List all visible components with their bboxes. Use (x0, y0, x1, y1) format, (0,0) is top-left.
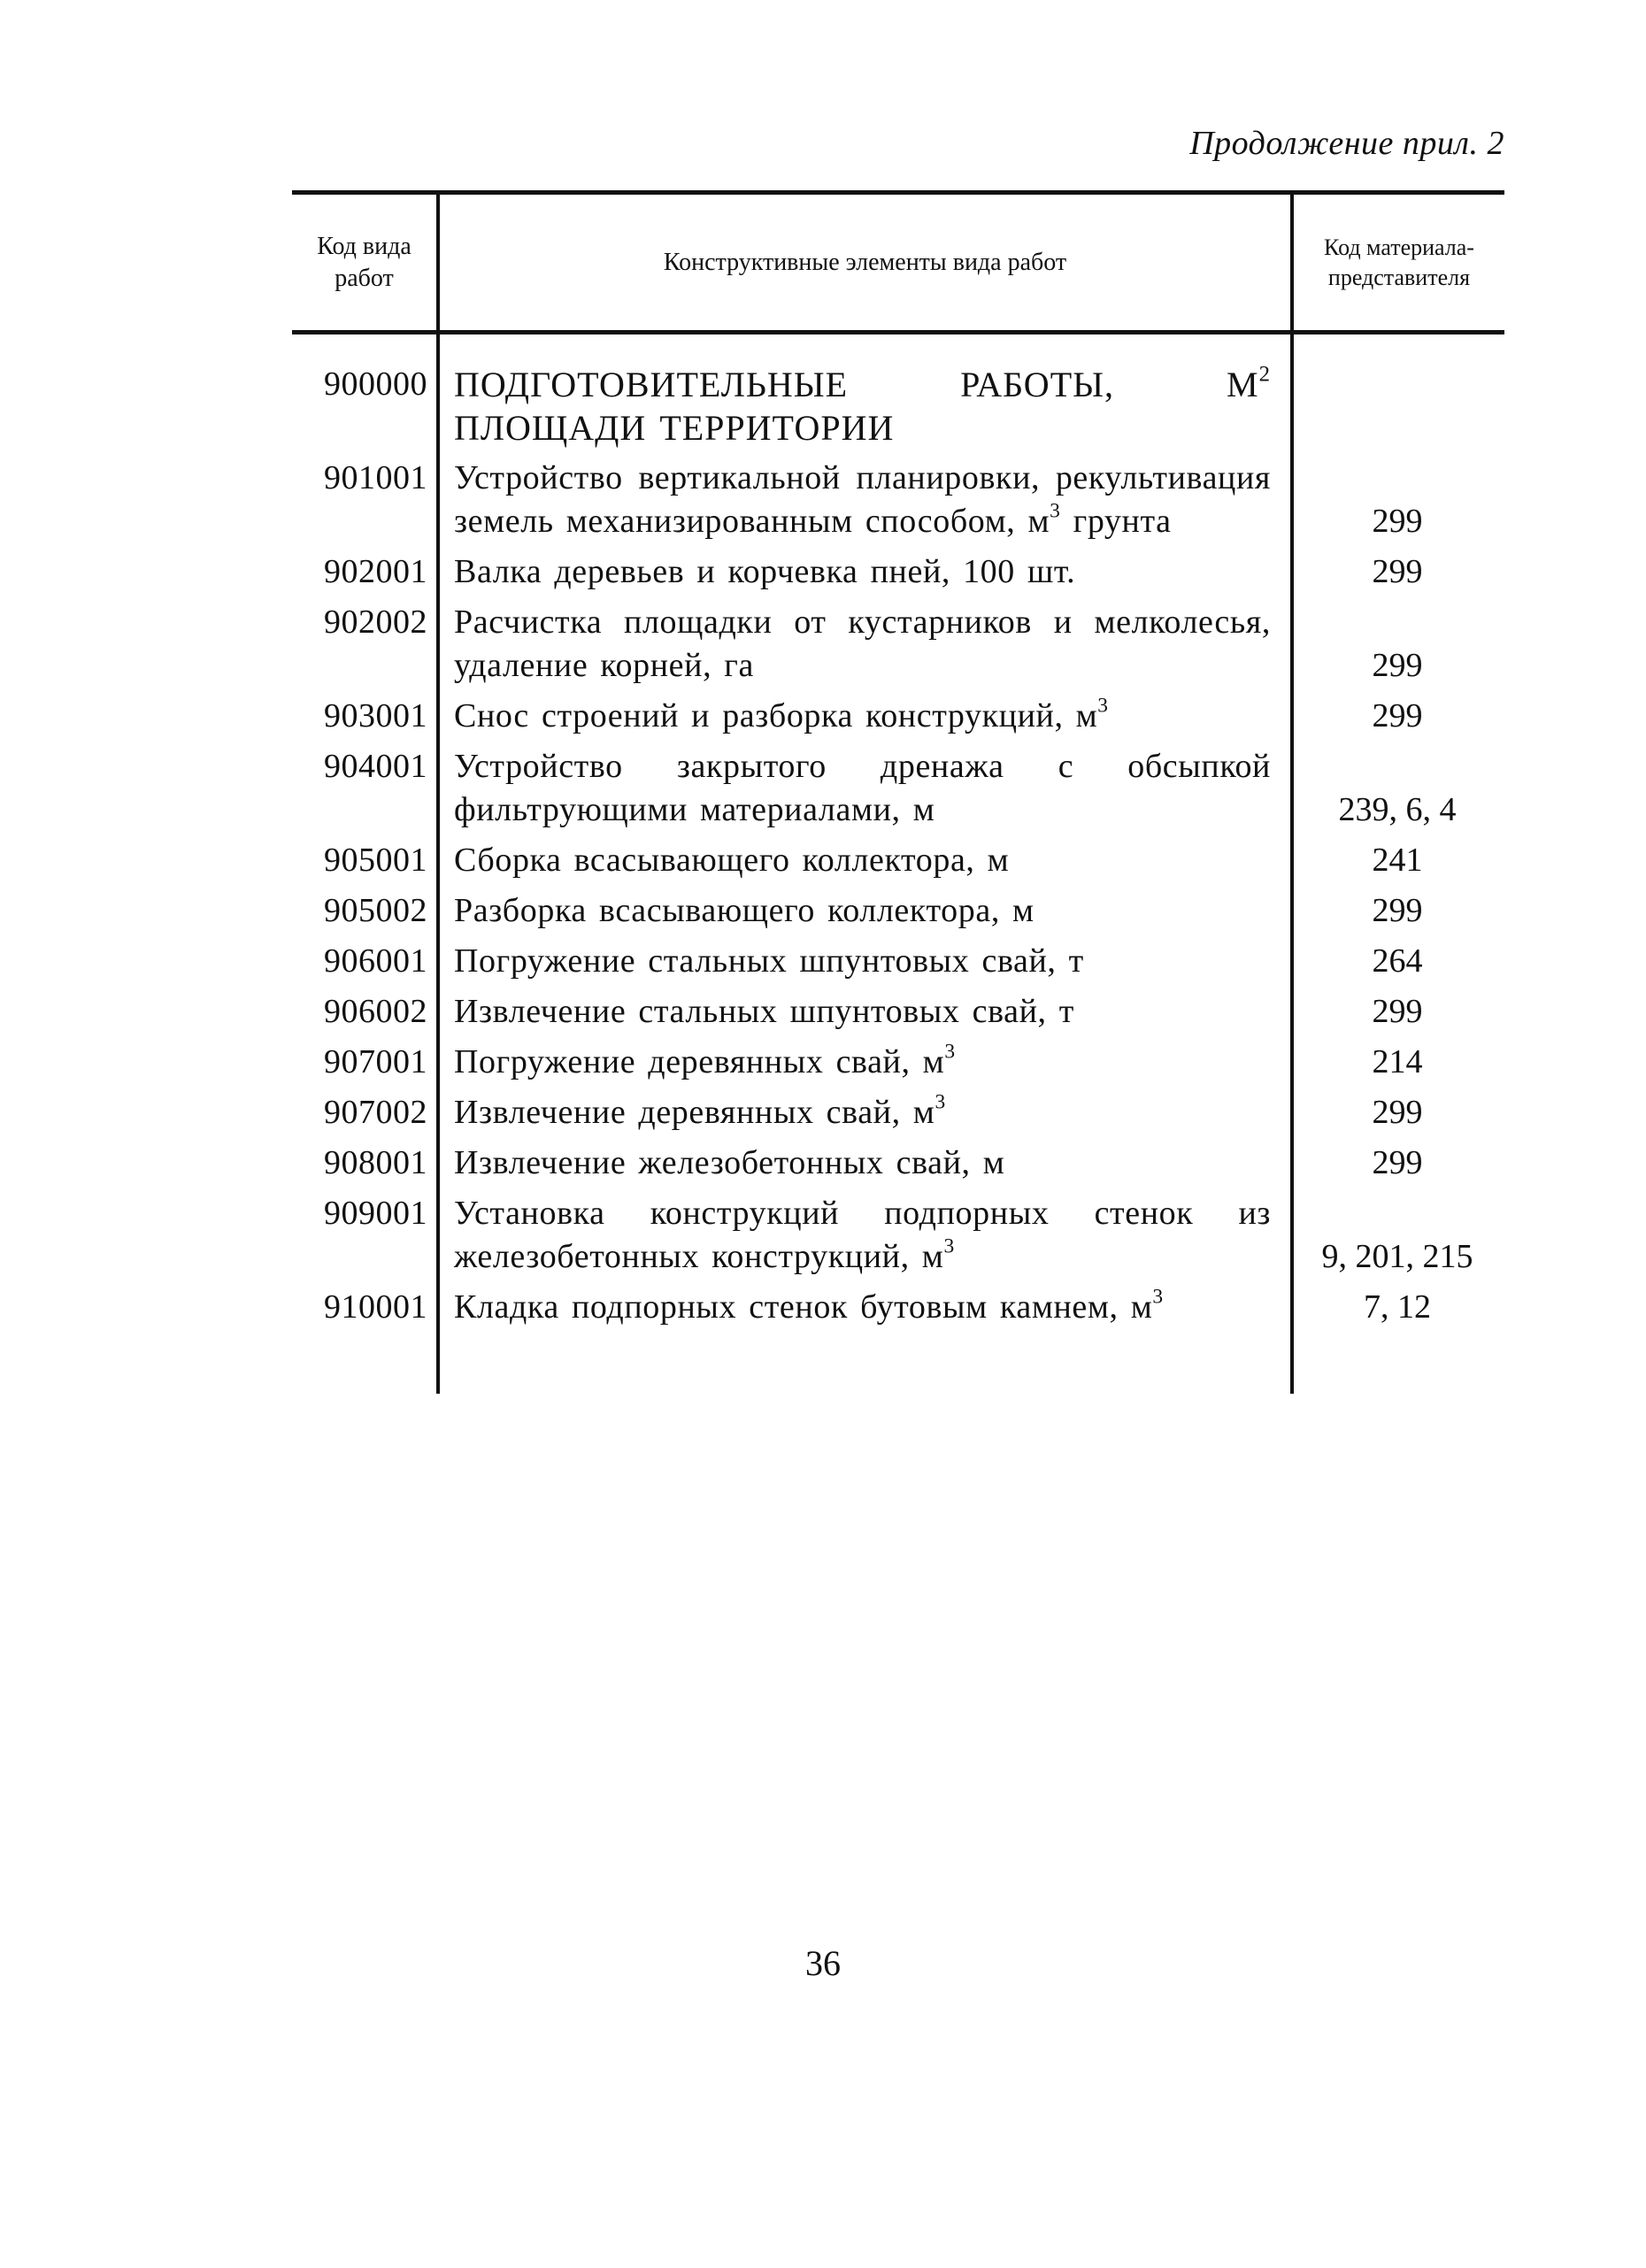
work-code: 907002 (324, 1094, 427, 1131)
work-code: 900000 (324, 365, 427, 403)
table-row (292, 1192, 1504, 1279)
work-description: Извлечение деревянных свай, $м^3$ (454, 1090, 946, 1131)
table-body (292, 363, 1504, 1336)
table-row (292, 990, 1504, 1034)
material-code: 299 (1372, 993, 1423, 1030)
work-description: Установка конструкций подпорных стенок из железобетонных конструкций, $м^3$ (454, 1195, 1271, 1275)
table-row (292, 1286, 1504, 1329)
material-code: 9, 201, 215 (1321, 1238, 1473, 1275)
material-code: 299 (1372, 553, 1423, 590)
material-code: 239, 6, 4 (1338, 791, 1457, 828)
work-description: Устройство закрытого дренажа с обсыпкой фильтрующими материалами, м (454, 748, 1271, 828)
material-code: 299 (1372, 1144, 1423, 1181)
work-description: Разборка всасывающего коллектора, м (454, 892, 1035, 929)
work-code: 909001 (324, 1195, 427, 1232)
table-row (292, 457, 1504, 543)
work-description: Снос строений и разборка конструкций, $м^3$ (454, 694, 1109, 734)
work-description: Извлечение железобетонных свай, м (454, 1144, 1005, 1181)
work-code: 907001 (324, 1043, 427, 1080)
material-code: 7, 12 (1364, 1288, 1431, 1326)
work-code: 904001 (324, 748, 427, 785)
material-code: 299 (1372, 647, 1423, 684)
work-description: Сборка всасывающего коллектора, м (454, 842, 1010, 879)
material-code: 214 (1372, 1043, 1423, 1080)
work-description: Извлечение стальных шпунтовых свай, т (454, 993, 1074, 1030)
work-code: 908001 (324, 1144, 427, 1181)
work-code: 903001 (324, 697, 427, 734)
work-code: 906001 (324, 942, 427, 980)
table-row (292, 940, 1504, 983)
table-header-rule (292, 330, 1504, 334)
material-code: 241 (1372, 842, 1423, 879)
work-description: Валка деревьев и корчевка пней, 100 шт. (454, 553, 1076, 590)
table-row (292, 601, 1504, 688)
table-row (292, 1142, 1504, 1185)
work-description: Кладка подпорных стенок бутовым камнем, $м^3$ (454, 1285, 1164, 1326)
work-description: Устройство вертикальной планировки, рекультивация земель механизированным способом, $м^3$ грунта (454, 459, 1271, 540)
table-row (292, 363, 1504, 450)
work-code: 901001 (324, 459, 427, 496)
table-row (292, 695, 1504, 738)
work-code: 906002 (324, 993, 427, 1030)
material-code: 299 (1372, 697, 1423, 734)
column-header-material: Код материала-представителя (1324, 234, 1474, 290)
table-row (292, 839, 1504, 882)
work-code: 905002 (324, 892, 427, 929)
work-code: 910001 (324, 1288, 427, 1326)
work-code: 902001 (324, 553, 427, 590)
work-description: Погружение деревянных свай, $м^3$ (454, 1040, 956, 1080)
work-description: ПОДГОТОВИТЕЛЬНЫЕ РАБОТЫ, $М^2$ ПЛОЩАДИ ТЕРРИТОРИИ (454, 362, 1271, 448)
material-code: 299 (1372, 503, 1423, 540)
table-row (292, 1091, 1504, 1134)
table-row (292, 745, 1504, 832)
table-row (292, 550, 1504, 594)
column-header-elements: Конструктивные элементы вида работ (663, 248, 1067, 276)
material-code: 264 (1372, 942, 1423, 980)
work-code: 905001 (324, 842, 427, 879)
material-code: 299 (1372, 1094, 1423, 1131)
page-header: Продолжение прил. 2 (1189, 125, 1504, 162)
work-description: Погружение стальных шпунтовых свай, т (454, 942, 1084, 980)
material-code: 299 (1372, 892, 1423, 929)
page-number: 36 (805, 1943, 841, 1983)
table-row (292, 889, 1504, 933)
column-header-code: Код вида работ (317, 232, 412, 292)
work-description: Расчистка площадки от кустарников и мелколесья, удаление корней, га (454, 604, 1271, 684)
work-code: 902002 (324, 604, 427, 641)
table-row (292, 1041, 1504, 1084)
